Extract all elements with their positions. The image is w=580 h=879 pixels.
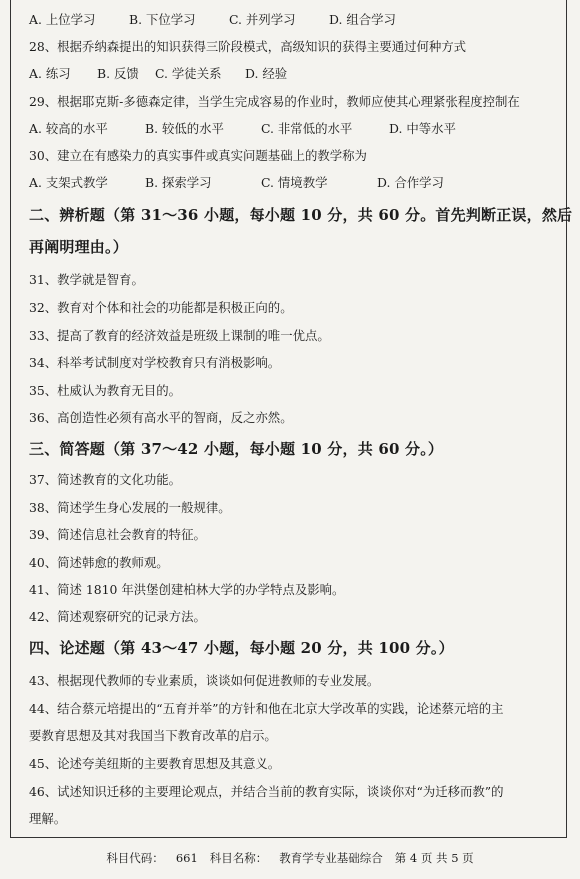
option-b: B. 下位学习	[129, 12, 196, 27]
question-41: 41、简述 1810 年洪堡创建柏林大学的办学特点及影响。	[29, 582, 345, 597]
option-c: C. 非常低的水平	[261, 121, 353, 136]
exam-page	[10, 0, 573, 838]
question-39: 39、简述信息社会教育的特征。	[29, 527, 206, 542]
q27-options	[29, 12, 560, 28]
question-36: 36、高创造性必须有高水平的智商，反之亦然。	[29, 410, 293, 425]
question-38: 38、简述学生身心发展的一般规律。	[29, 500, 231, 515]
subject-name: 教育学专业基础综合	[279, 851, 383, 865]
option-b: B. 反馈	[97, 66, 139, 81]
option-a: A. 上位学习	[29, 12, 96, 27]
q28-options	[29, 66, 560, 82]
section-4-title: 四、论述题（第 43～47 小题，每小题 20 分，共 100 分。）	[29, 639, 454, 657]
option-d: D. 组合学习	[329, 12, 396, 27]
q29-options	[29, 121, 560, 137]
option-d: D. 合作学习	[377, 175, 444, 190]
question-43: 43、根据现代教师的专业素质，谈谈如何促进教师的专业发展。	[29, 673, 380, 688]
q30-stem: 30、建立在有感染力的真实事件或真实问题基础上的教学称为	[29, 148, 367, 163]
q29-stem: 29、根据耶克斯-多德森定律，当学生完成容易的作业时，教师应使其心理紧张程度控制在	[29, 94, 520, 109]
option-d: D. 经验	[245, 66, 288, 81]
question-40: 40、简述韩愈的教师观。	[29, 555, 169, 570]
subject-name-label: 科目名称：	[209, 851, 268, 865]
q28-stem: 28、根据乔纳森提出的知识获得三阶段模式，高级知识的获得主要通过何种方式	[29, 39, 467, 54]
subject-code: 661	[175, 851, 198, 865]
section-3-title: 三、简答题（第 37～42 小题，每小题 10 分，共 60 分。）	[29, 440, 444, 458]
question-45: 45、论述夸美纽斯的主要教育思想及其意义。	[29, 756, 281, 771]
question-33: 33、提高了教育的经济效益是班级上课制的唯一优点。	[29, 328, 330, 343]
question-46: 46、试述知识迁移的主要理论观点，并结合当前的教育实际，谈谈你对“为迁移而教”的	[29, 784, 504, 799]
question-37: 37、简述教育的文化功能。	[29, 472, 182, 487]
question-44: 44、结合蔡元培提出的“五育并举”的方针和他在北京大学改革的实践，论述蔡元培的主	[29, 701, 504, 716]
option-c: C. 并列学习	[229, 12, 296, 27]
option-d: D. 中等水平	[389, 121, 456, 136]
question-46-cont: 理解。	[29, 811, 67, 826]
question-32: 32、教育对个体和社会的功能都是积极正向的。	[29, 300, 293, 315]
option-b: B. 探索学习	[145, 175, 212, 190]
question-35: 35、杜威认为教育无目的。	[29, 383, 182, 398]
page-footer	[0, 850, 580, 866]
option-a: A. 练习	[29, 66, 71, 81]
option-a: A. 支架式教学	[29, 175, 108, 190]
subject-code-label: 科目代码：	[106, 851, 164, 865]
option-c: C. 学徒关系	[155, 66, 222, 81]
question-42: 42、简述观察研究的记录方法。	[29, 609, 206, 624]
option-a: A. 较高的水平	[29, 121, 108, 136]
question-31: 31、教学就是智育。	[29, 272, 144, 287]
option-b: B. 较低的水平	[145, 121, 224, 136]
section-2-title: 二、辨析题（第 31～36 小题，每小题 10 分，共 60 分。首先判断正误，然后	[29, 206, 573, 224]
question-34: 34、科举考试制度对学校教育只有消极影响。	[29, 355, 281, 370]
q30-options	[29, 175, 560, 191]
section-2-title-cont: 再阐明理由。）	[29, 238, 128, 256]
page-number: 第 4 页 共 5 页	[394, 851, 474, 865]
option-c: C. 情境教学	[261, 175, 328, 190]
question-44-cont: 要教育思想及其对我国当下教育改革的启示。	[29, 728, 277, 743]
